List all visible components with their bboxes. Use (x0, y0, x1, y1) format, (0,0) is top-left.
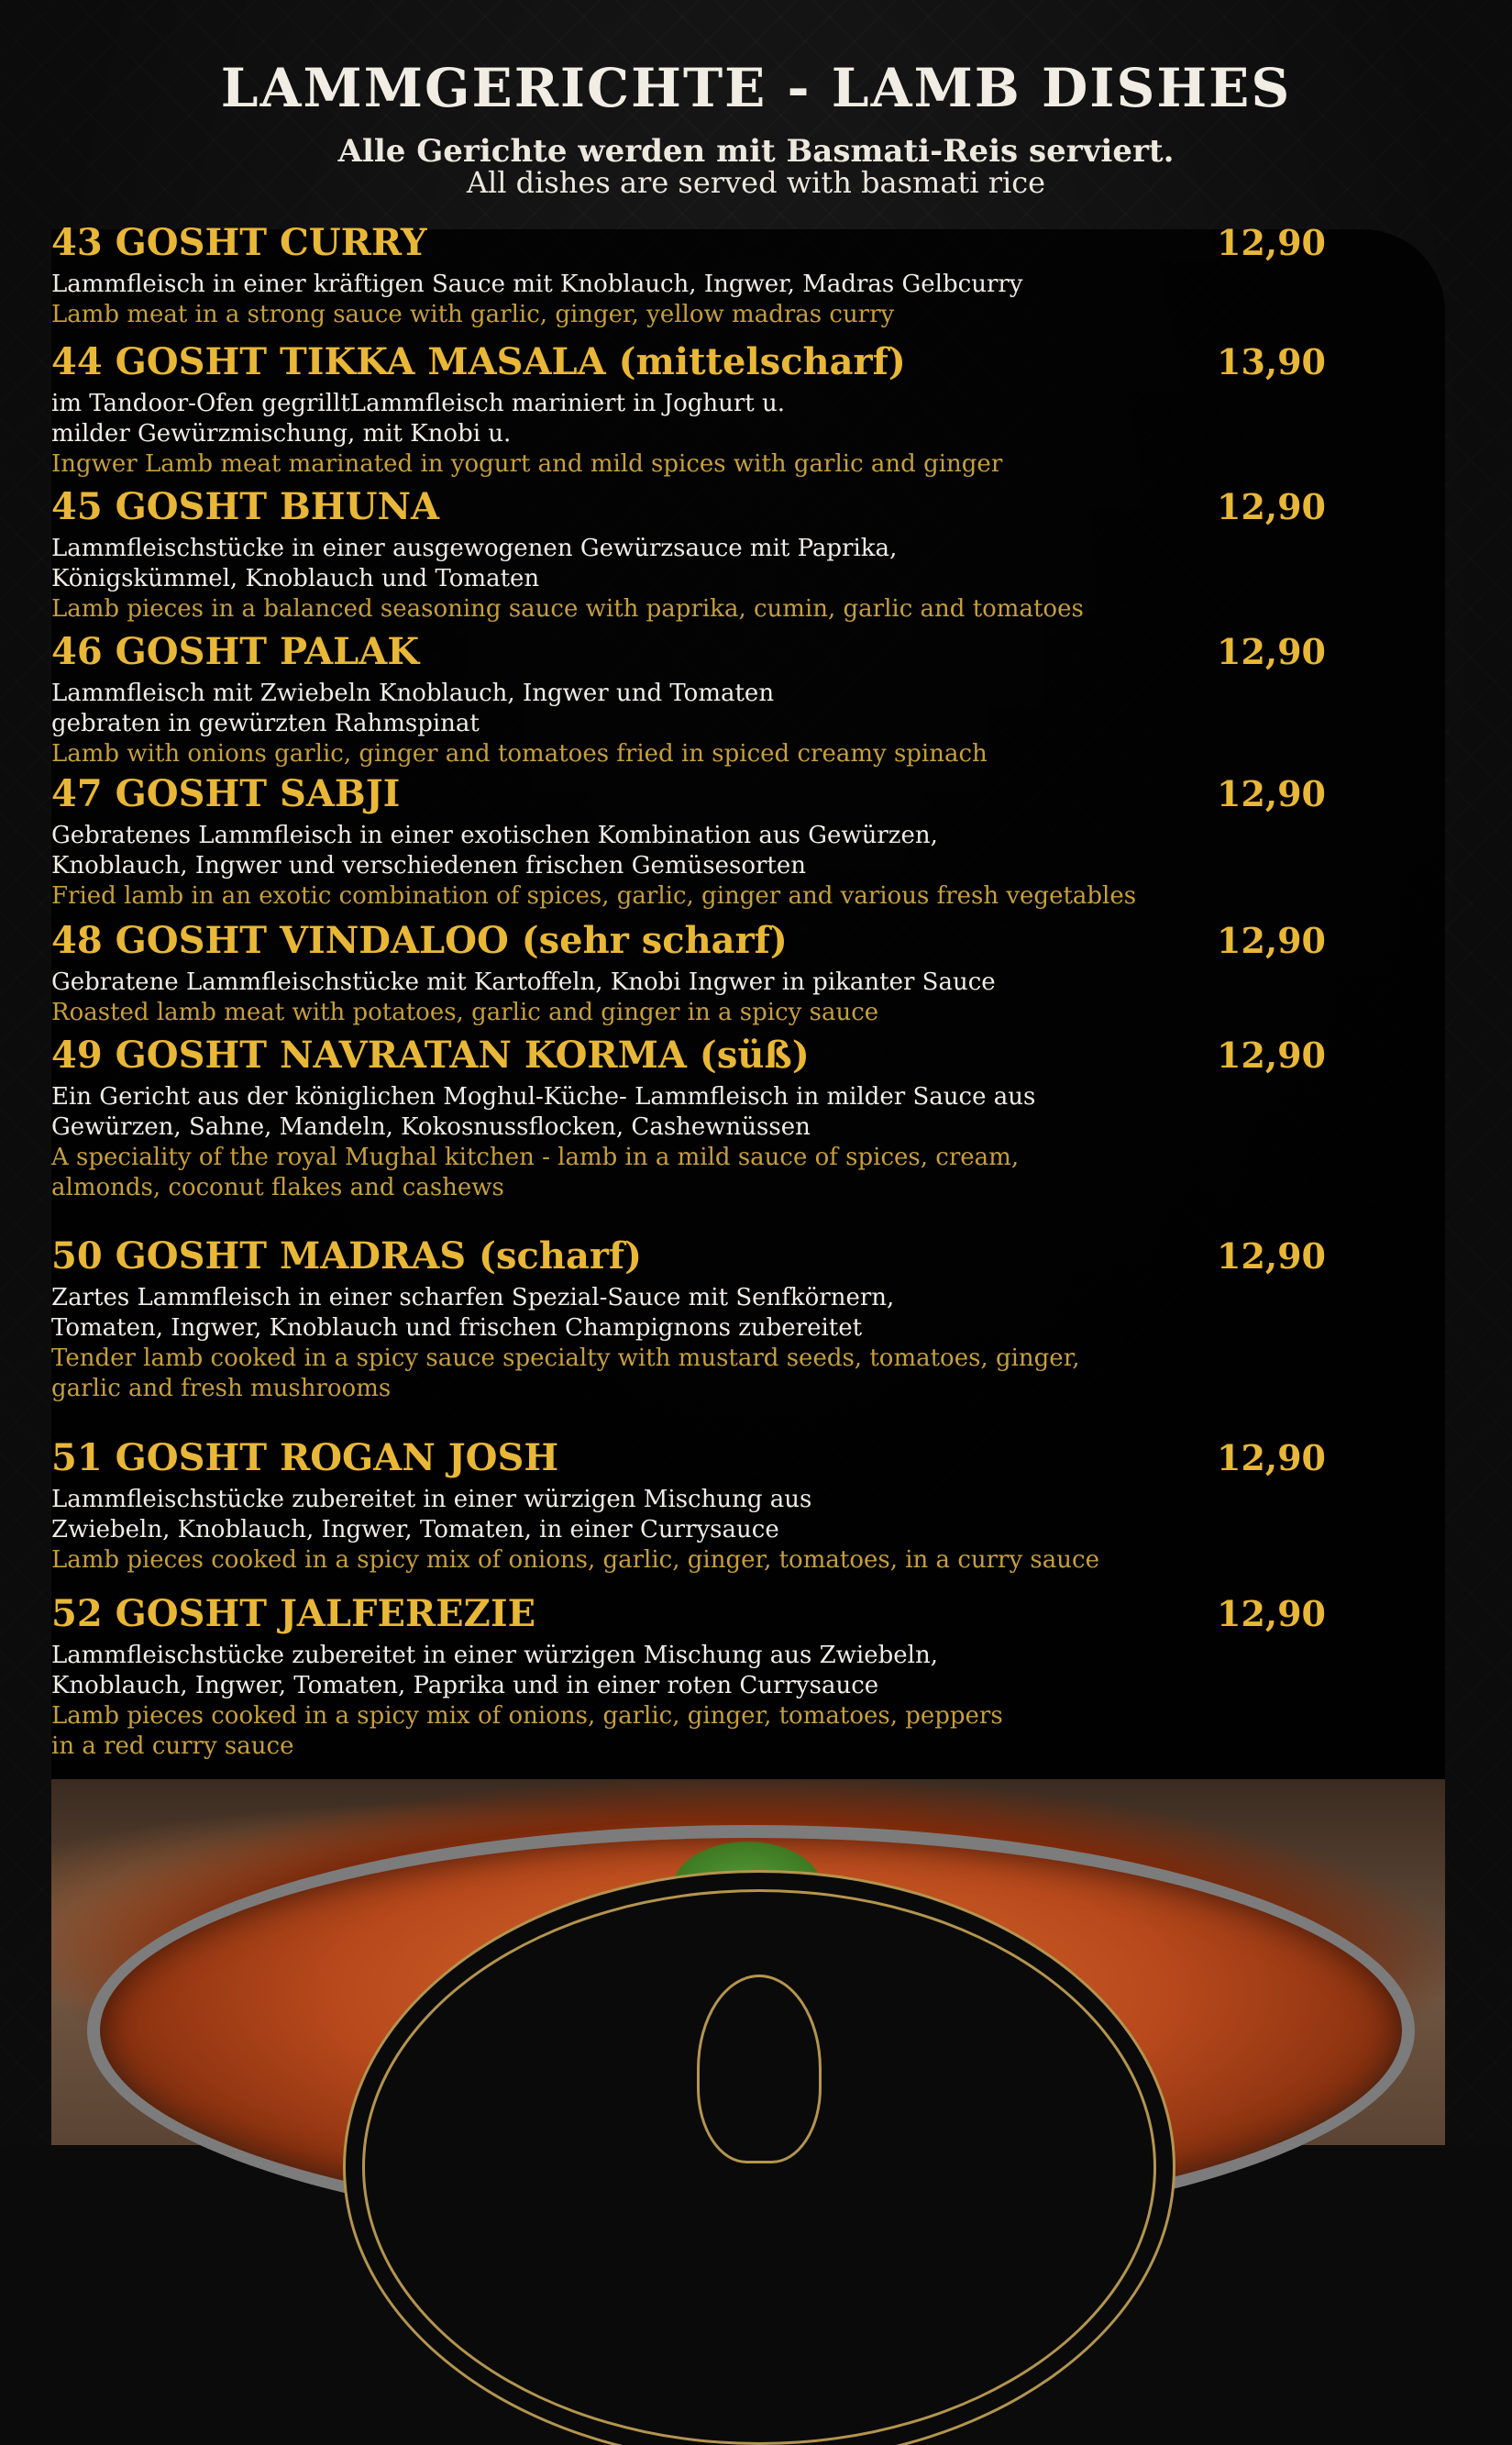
dish-description-english: Lamb meat in a strong sauce with garlic, ginger, yellow madras curry (51, 301, 895, 328)
dish-description-english: A speciality of the royal Mughal kitchen - lamb in a mild sauce of spices, cream, (51, 1144, 1020, 1171)
dish-description-german: Tomaten, Ingwer, Knoblauch und frischen Champignons zubereitet (51, 1314, 863, 1342)
dish-item (51, 772, 1326, 912)
dish-description-german: Lammfleischstücke zubereitet in einer würzigen Mischung aus (51, 1486, 812, 1513)
dish-description-german: Ein Gericht aus der königlichen Moghul-Küche- Lammfleisch in milder Sauce aus (51, 1083, 1036, 1111)
dish-description-english: garlic and fresh mushrooms (51, 1375, 392, 1402)
dish-name: 49 GOSHT NAVRATAN KORMA (süß) (51, 1034, 810, 1077)
dish-description-german: Gebratene Lammfleischstücke mit Kartoffeln, Knobi Ingwer in pikanter Sauce (51, 968, 996, 996)
dish-description-german: Lammfleisch mit Zwiebeln Knoblauch, Ingwer und Tomaten (51, 680, 775, 707)
dish-description-german: Lammfleisch in einer kräftigen Sauce mit Knoblauch, Ingwer, Madras Gelbcurry (51, 271, 1023, 298)
dish-description-german: im Tandoor-Ofen gegrilltLammfleisch mariniert in Joghurt u. (51, 390, 786, 417)
dish-price: 12,90 (1217, 1235, 1326, 1277)
dish-description-german: Knoblauch, Ingwer und verschiedenen frischen Gemüsesorten (51, 852, 806, 880)
subtitle-english: All dishes are served with basmati rice (466, 165, 1046, 200)
dish-name: 44 GOSHT TIKKA MASALA (mittelscharf) (51, 340, 906, 383)
dish-description-english: Lamb pieces cooked in a spicy mix of onions, garlic, ginger, tomatoes, peppers (51, 1702, 1003, 1730)
dish-description-english: in a red curry sauce (51, 1732, 294, 1760)
dish-item (51, 485, 1326, 625)
dish-description-german: milder Gewürzmischung, mit Knobi u. (51, 420, 512, 448)
dish-description-german: Gebratenes Lammfleisch in einer exotischen Kombination aus Gewürzen, (51, 822, 938, 849)
dish-name: 47 GOSHT SABJI (51, 772, 401, 815)
dish-price: 12,90 (1217, 486, 1326, 527)
dish-description-german: Zartes Lammfleisch in einer scharfen Spezial-Sauce mit Senfkörnern, (51, 1284, 895, 1311)
dish-name: 46 GOSHT PALAK (51, 630, 420, 673)
dish-name: 48 GOSHT VINDALOO (sehr scharf) (51, 919, 788, 962)
dish-item (51, 1234, 1326, 1404)
dish-item (51, 221, 1326, 330)
dish-price: 12,90 (1217, 222, 1326, 263)
dish-description-english: Tender lamb cooked in a spicy sauce specialty with mustard seeds, tomatoes, ginger, (51, 1344, 1080, 1372)
dish-description-english: Lamb with onions garlic, ginger and tomatoes fried in spiced creamy spinach (51, 740, 988, 768)
dish-item (51, 1436, 1326, 1576)
dish-description-german: Lammfleischstücke zubereitet in einer würzigen Mischung aus Zwiebeln, (51, 1642, 938, 1669)
dish-price: 12,90 (1217, 920, 1326, 961)
dish-price: 12,90 (1217, 773, 1326, 814)
dish-price: 12,90 (1217, 1034, 1326, 1076)
dish-price: 12,90 (1217, 1437, 1326, 1478)
dish-description-english: Roasted lamb meat with potatoes, garlic and ginger in a spicy sauce (51, 999, 879, 1026)
page-title: LAMMGERICHTE - LAMB DISHES (220, 57, 1292, 119)
dish-item (51, 1034, 1326, 1203)
dish-item (51, 1592, 1326, 1762)
dish-description-english: almonds, coconut flakes and cashews (51, 1174, 504, 1201)
dish-price: 12,90 (1217, 1593, 1326, 1634)
dish-price: 13,90 (1217, 341, 1326, 382)
dish-description-english: Ingwer Lamb meat marinated in yogurt and mild spices with garlic and ginger (51, 450, 1003, 478)
dish-item (51, 630, 1326, 769)
dish-description-german: Zwiebeln, Knoblauch, Ingwer, Tomaten, in einer Currysauce (51, 1516, 779, 1543)
dish-description-german: gebraten in gewürzten Rahmspinat (51, 710, 480, 737)
dish-name: 50 GOSHT MADRAS (scharf) (51, 1234, 643, 1278)
dish-description-english: Lamb pieces in a balanced seasoning sauce with paprika, cumin, garlic and tomatoes (51, 595, 1084, 623)
dish-item (51, 919, 1326, 1028)
dish-price: 12,90 (1217, 631, 1326, 672)
dish-description-german: Gewürzen, Sahne, Mandeln, Kokosnussflocken, Cashewnüssen (51, 1113, 811, 1141)
dish-description-english: Fried lamb in an exotic combination of spices, garlic, ginger and various fresh vegetables (51, 882, 1137, 910)
dish-description-german: Lammfleischstücke in einer ausgewogenen Gewürzsauce mit Paprika, (51, 535, 898, 562)
subtitle-german: Alle Gerichte werden mit Basmati-Reis serviert. (337, 133, 1175, 170)
dish-item (51, 340, 1326, 480)
dish-description-english: Lamb pieces cooked in a spicy mix of onions, garlic, ginger, tomatoes, in a curry sauce (51, 1546, 1099, 1574)
dish-name: 43 GOSHT CURRY (51, 221, 427, 264)
dish-name: 52 GOSHT JALFEREZIE (51, 1592, 536, 1635)
dish-description-german: Knoblauch, Ingwer, Tomaten, Paprika und in einer roten Currysauce (51, 1672, 879, 1699)
dish-name: 45 GOSHT BHUNA (51, 485, 440, 528)
dish-name: 51 GOSHT ROGAN JOSH (51, 1436, 559, 1479)
dish-description-german: Königskümmel, Knoblauch und Tomaten (51, 565, 540, 592)
